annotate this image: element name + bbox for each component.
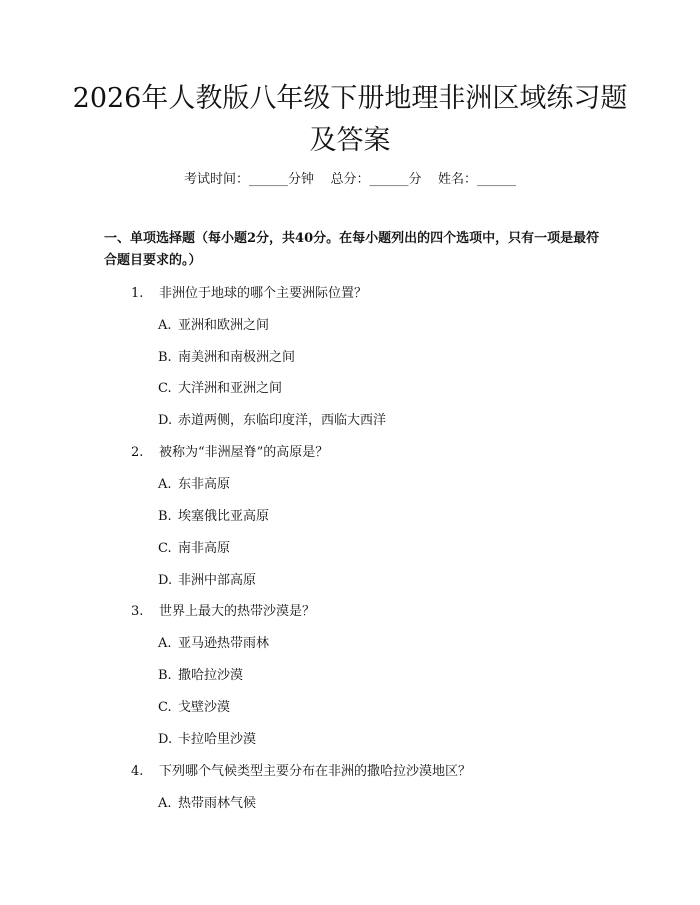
option-letter: D. xyxy=(158,732,173,747)
question-text: 被称为“非洲屋脊”的高原是？ xyxy=(159,445,329,460)
option-text: 非洲中部高原 xyxy=(178,573,257,588)
option-letter: C. xyxy=(158,541,172,556)
option-letter: B. xyxy=(158,509,172,524)
option-4a xyxy=(158,792,256,811)
document-title: 2026年人教版八年级下册地理非洲区域练习题及答案 xyxy=(72,83,628,156)
option-text: 东非高原 xyxy=(178,477,231,492)
question-2 xyxy=(131,441,328,460)
option-3d xyxy=(158,728,256,747)
section-heading: 一、单项选择题（每小题2分，共40分。在每小题列出的四个选项中，只有一项是最符合题目要求的。） xyxy=(104,231,600,268)
option-letter: A. xyxy=(158,318,172,333)
option-2b xyxy=(158,505,269,524)
exam-meta-line: 考试时间：______分钟 总分：______分 姓名：______ xyxy=(183,172,517,187)
option-text: 亚马逊热带雨林 xyxy=(178,636,270,651)
option-letter: A. xyxy=(158,796,172,811)
option-letter: D. xyxy=(158,573,173,588)
option-text: 卡拉哈里沙漠 xyxy=(178,732,257,747)
option-letter: A. xyxy=(158,636,172,651)
option-text: 热带雨林气候 xyxy=(178,796,257,811)
option-text: 南美洲和南极洲之间 xyxy=(178,350,296,365)
option-3c xyxy=(158,696,230,715)
option-letter: A. xyxy=(158,477,172,492)
option-3a xyxy=(158,632,269,651)
option-text: 亚洲和欧洲之间 xyxy=(178,318,270,333)
option-letter: B. xyxy=(158,668,172,683)
option-2a xyxy=(158,473,230,492)
option-text: 南非高原 xyxy=(178,541,231,556)
option-letter: D. xyxy=(158,413,173,428)
option-text: 撒哈拉沙漠 xyxy=(178,668,244,683)
option-3b xyxy=(158,664,243,683)
option-1a xyxy=(158,314,269,333)
option-letter: B. xyxy=(158,350,172,365)
question-1 xyxy=(131,282,367,301)
option-letter: C. xyxy=(158,381,172,396)
option-letter: C. xyxy=(158,700,172,715)
question-number: 1. xyxy=(131,286,144,301)
option-2c xyxy=(158,537,230,556)
option-text: 戈壁沙漠 xyxy=(178,700,231,715)
question-number: 3. xyxy=(131,604,144,619)
option-text: 埃塞俄比亚高原 xyxy=(178,509,270,524)
option-1d xyxy=(158,409,386,428)
question-text: 世界上最大的热带沙漠是？ xyxy=(159,604,316,619)
question-text: 非洲位于地球的哪个主要洲际位置？ xyxy=(159,286,368,301)
option-1b xyxy=(158,346,295,365)
question-number: 4. xyxy=(131,764,144,779)
option-text: 大洋洲和亚洲之间 xyxy=(178,381,283,396)
question-3 xyxy=(131,600,315,619)
option-text: 赤道两侧，东临印度洋，西临大西洋 xyxy=(178,413,387,428)
question-number: 2. xyxy=(131,445,144,460)
option-2d xyxy=(158,569,256,588)
question-4 xyxy=(131,760,471,779)
question-text: 下列哪个气候类型主要分布在非洲的撒哈拉沙漠地区？ xyxy=(159,764,472,779)
option-1c xyxy=(158,377,282,396)
